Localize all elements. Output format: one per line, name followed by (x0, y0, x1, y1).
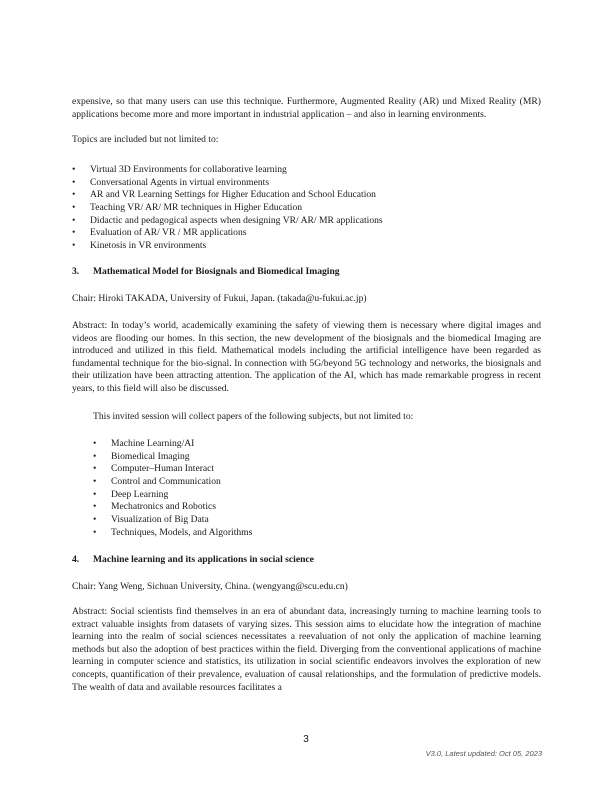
list-item: • Mechatronics and Robotics (93, 501, 541, 514)
list-item: • Techniques, Models, and Algorithms (93, 527, 541, 540)
section-4-title: Machine learning and its applications in social science (93, 554, 314, 565)
list-item: • Deep Learning (93, 489, 541, 502)
section-4-abstract: Abstract: Social scientists find themselves in an era of abundant data, increasingly turning to machine learning tools to extract valuable insights from datasets of varying sizes. This session aims to elucidate how the integration of machine learning into the realm of social sciences necessitates a reevaluation of not only the application of machine learning methods but also the adoption of best practices within the field. Diverging from the conventional applications of machine learning in computer science and statistics, its utilization in social scientific endeavors involves the exploration of new concepts, quantification of their prevalence, evaluation of causal relationships, and the formulation of predictive models. The wealth of data and available resources facilitates a (72, 606, 541, 693)
section-3-invite: This invited session will collect papers of the following subjects, but not limited to: (93, 411, 414, 422)
section-3-title: Mathematical Model for Biosignals and Biomedical Imaging (93, 266, 340, 277)
list-item: • Teaching VR/ AR/ MR techniques in Higher Education (72, 202, 541, 215)
version-footer: V3.0, Latest updated: Oct 05, 2023 (425, 749, 542, 758)
section-3-chair: Chair: Hiroki TAKADA, University of Fukui, Japan. (takada@u-fukui.ac.jp) (72, 293, 367, 304)
list-item: • Evaluation of AR/ VR / MR applications (72, 227, 541, 240)
list-item: • Control and Communication (93, 476, 541, 489)
section-3-abstract: Abstract: In today’s world, academically examining the safety of viewing them is necessary where digital images and videos are flooding our homes. In this section, the new development of the biosignals and the biomedical Imaging are introduced and utilized in this field. Mathematical models including the artificial intelligence have been regarded as fundamental technique for the bio-signal. In connection with 5G/beyond 5G technology and networks, the biosignals and their utilization have been attracting attention. The application of the AI, which has made remarkable progress in recent years, to this field will also be discussed. (72, 320, 541, 394)
topics-list (72, 164, 541, 253)
topics-lead: Topics are included but not limited to: (72, 134, 219, 145)
section-4-chair: Chair: Yang Weng, Sichuan University, China. (wengyang@scu.edu.cn) (72, 581, 348, 592)
list-item: • Biomedical Imaging (93, 451, 541, 464)
list-item: • Machine Learning/AI (93, 438, 541, 451)
list-item: • Conversational Agents in virtual environments (72, 177, 541, 190)
list-item: • Didactic and pedagogical aspects when designing VR/ AR/ MR applications (72, 215, 541, 228)
list-item: • Visualization of Big Data (93, 514, 541, 527)
subjects-list (93, 438, 541, 540)
list-item: • Kinetosis in VR environments (72, 240, 541, 253)
section-3-heading (72, 266, 541, 279)
list-item: • Computer–Human Interact (93, 463, 541, 476)
section-3-number: 3. (72, 266, 80, 277)
intro-paragraph: expensive, so that many users can use this technique. Furthermore, Augmented Reality (AR) und Mixed Reality (MR) applications become more and more important in industrial application – and also in learning environments. (72, 96, 541, 120)
list-item: • AR and VR Learning Settings for Higher Education and School Education (72, 189, 541, 202)
page-number: 3 (303, 734, 309, 745)
section-4-heading (72, 554, 541, 567)
section-4-number: 4. (72, 554, 80, 565)
list-item: • Virtual 3D Environments for collaborative learning (72, 164, 541, 177)
